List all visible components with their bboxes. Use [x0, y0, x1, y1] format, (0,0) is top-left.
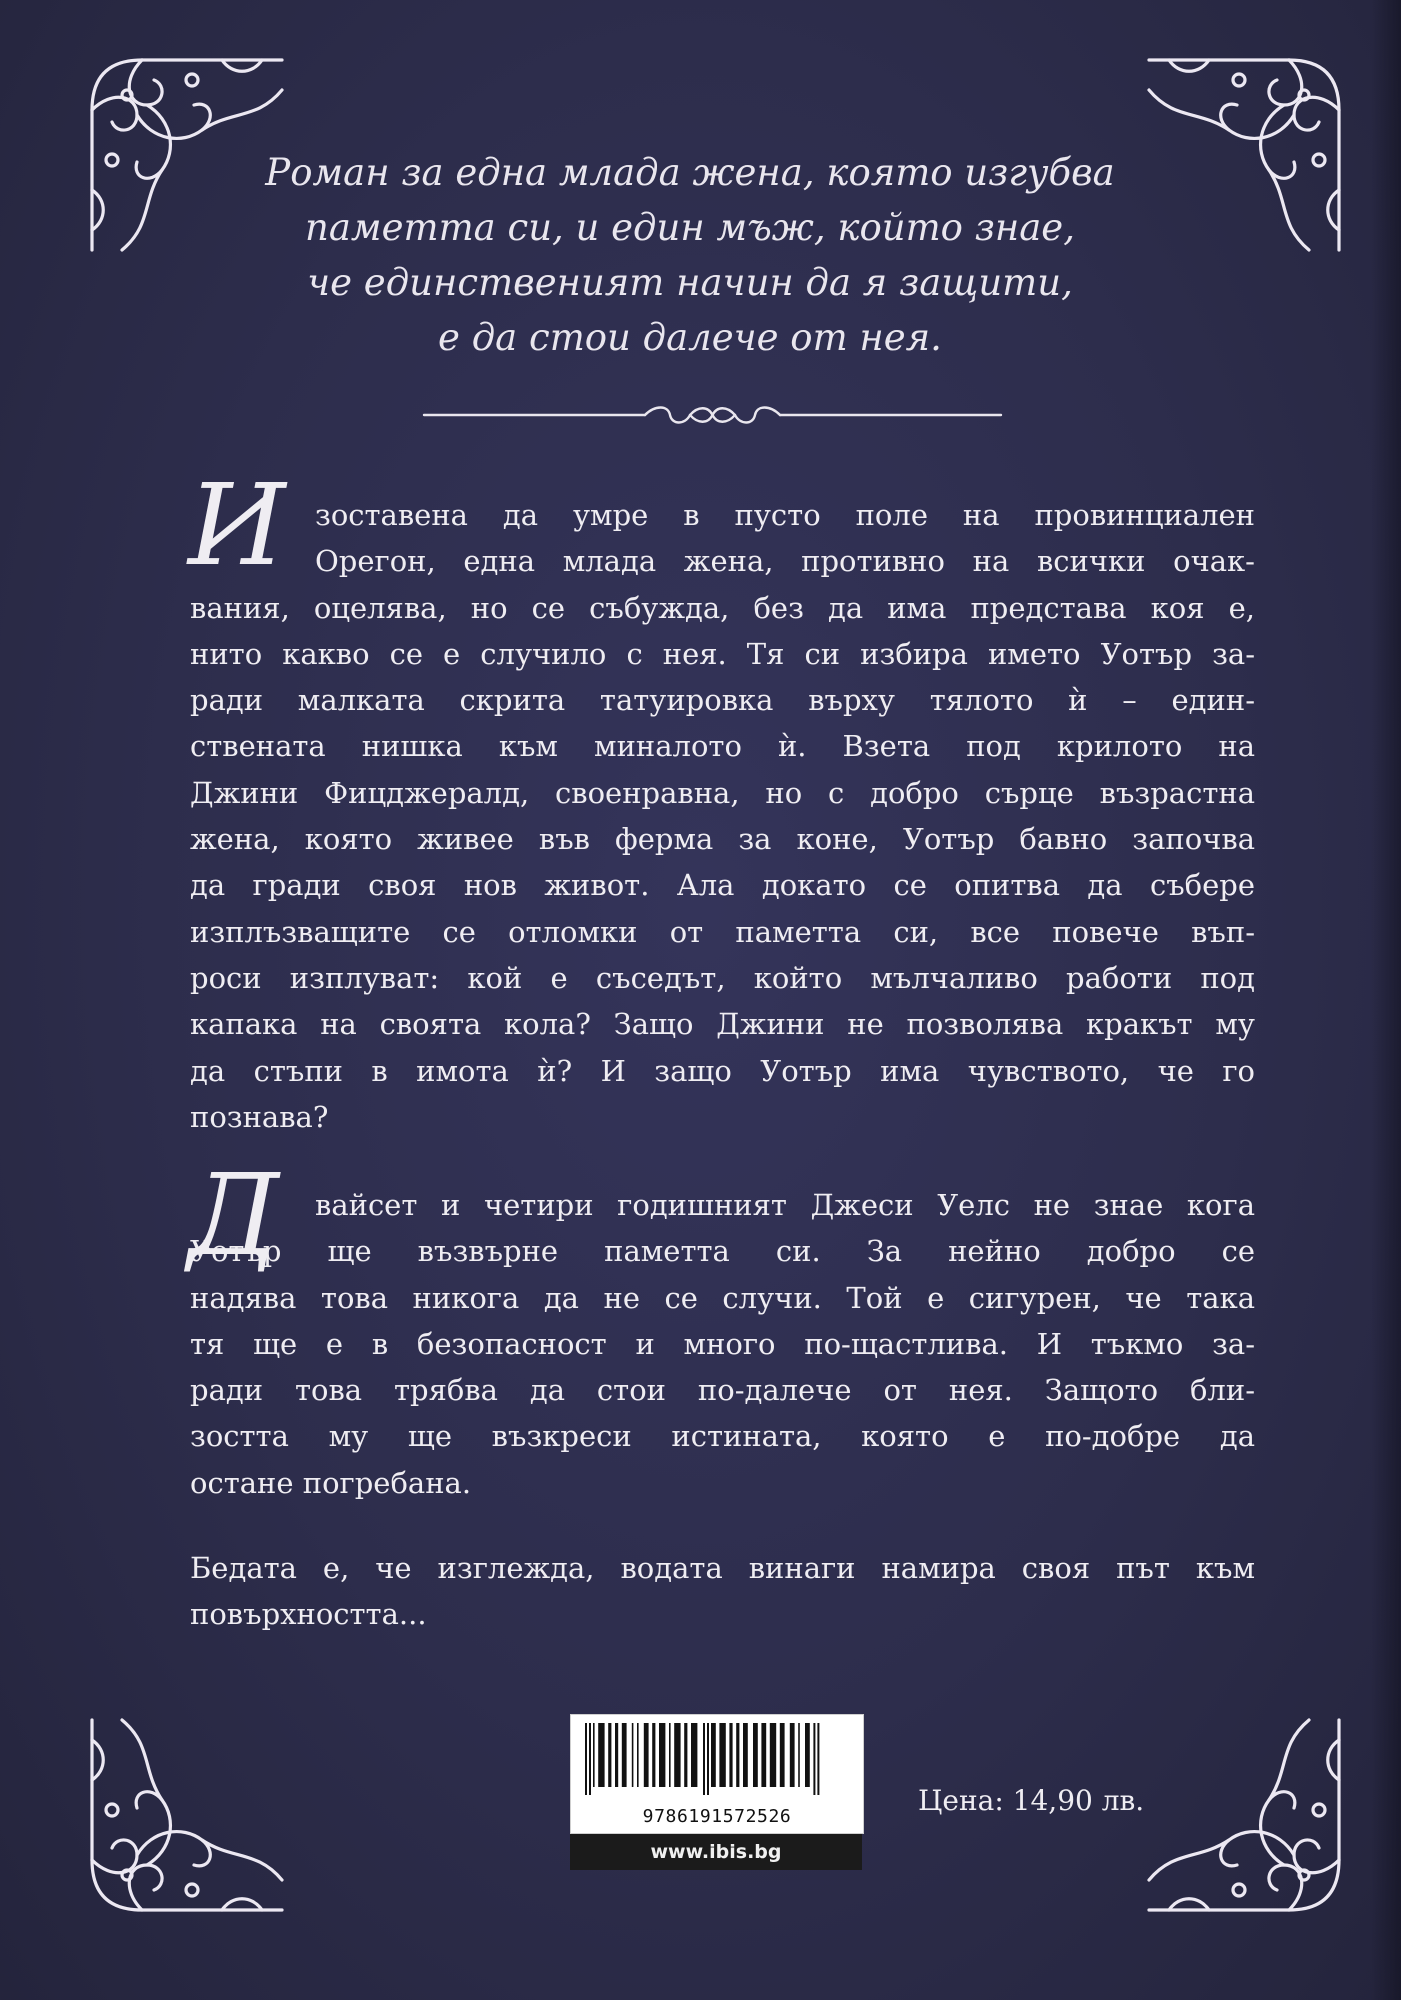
price-label: Цена: 14,90 лв. — [918, 1784, 1145, 1817]
corner-ornament-bottom-right — [1139, 1710, 1349, 1920]
text-line: изплъзващите се отломки от паметта си, все повече въп- — [190, 914, 1255, 949]
barcode-bar — [652, 1723, 655, 1787]
barcode-bar — [719, 1723, 725, 1787]
barcode-bar — [598, 1723, 604, 1787]
barcode-bar — [684, 1723, 687, 1787]
barcode-bar — [691, 1723, 697, 1787]
tagline-line: е да стои далече от нея. — [438, 316, 942, 359]
text-line: ради малката скрита татуировка върху тялото ѝ – един- — [190, 683, 1255, 718]
isbn-barcode — [570, 1714, 864, 1834]
corner-ornament-bottom-left — [82, 1710, 292, 1920]
publisher-website: www.ibis.bg — [570, 1834, 862, 1870]
text-line: капака на своята кола? Защо Джини не позволява кракът му — [190, 1007, 1255, 1042]
paragraph-2-indented — [315, 1182, 1255, 1228]
barcode-bar — [770, 1723, 776, 1787]
text-line: Джини Фицджералд, своенравна, но с добро сърце възрастна — [190, 775, 1255, 810]
barcode-bar — [608, 1723, 611, 1787]
text-line: зоставена да умре в пусто поле на провинциален — [315, 498, 1255, 532]
barcode-bar — [753, 1723, 758, 1787]
drop-cap: И — [188, 461, 286, 591]
barcode-bar — [674, 1723, 680, 1787]
barcode-bar — [813, 1723, 815, 1795]
text-line: ствената нишка към миналото ѝ. Взета под крилото на — [190, 729, 1255, 764]
barcode-bar — [703, 1723, 705, 1795]
corner-ornament-top-right — [1139, 50, 1349, 260]
barcode-bar — [761, 1723, 766, 1787]
barcode-bar — [817, 1723, 819, 1795]
barcode-bar — [707, 1723, 709, 1795]
tagline-line: Роман за една млада жена, която изгубва — [265, 151, 1115, 194]
decorative-divider — [420, 400, 1005, 430]
text-line: Бедата е, че изглежда, водата винаги намира своя път към — [190, 1551, 1255, 1585]
barcode-bar — [622, 1723, 627, 1787]
barcode-bar — [790, 1723, 795, 1787]
text-line: тя ще е в безопасност и много по-щастлива. И тъкмо за- — [190, 1326, 1255, 1361]
text-line: повърхността... — [190, 1597, 427, 1632]
barcode-bar — [593, 1723, 595, 1787]
barcode-bar — [615, 1723, 618, 1787]
barcode-bar — [637, 1723, 639, 1787]
barcode-bar — [669, 1723, 671, 1787]
barcode-bar — [736, 1723, 739, 1787]
text-line: нито какво се е случило с нея. Тя си избира името Уотър за- — [190, 636, 1255, 671]
barcode-bar — [711, 1723, 716, 1787]
text-line: Орегон, една млада жена, противно на всички очак- — [315, 544, 1255, 579]
barcode-number: 9786191572526 — [642, 1806, 792, 1827]
paragraph-2-body — [190, 1228, 1255, 1506]
text-line: познава? — [190, 1099, 329, 1134]
paragraph-1-body — [190, 585, 1255, 1141]
tagline-line: че единственият начин да я защити, — [307, 261, 1073, 304]
text-line: жена, която живее във ферма за коне, Уотър бавно започва — [190, 822, 1255, 857]
text-line: надява това никога да не се случи. Той е сигурен, че така — [190, 1280, 1255, 1315]
paragraph-1-indented — [315, 492, 1255, 585]
barcode-bar — [798, 1723, 800, 1787]
tagline-line: паметта си, и един мъж, който знае, — [305, 206, 1075, 249]
barcode-bar — [585, 1723, 587, 1795]
barcode-bar — [780, 1723, 785, 1787]
text-line: остане погребана. — [190, 1465, 472, 1500]
barcode-bar — [743, 1723, 748, 1787]
barcode-bar — [729, 1723, 732, 1787]
barcode-bar — [805, 1723, 810, 1787]
tagline — [240, 145, 1140, 365]
barcode-bar — [589, 1723, 591, 1795]
text-line: роси изплуват: кой е съседът, който мълчаливо работи под — [190, 960, 1255, 995]
barcode-bar — [644, 1723, 649, 1787]
barcode-bars — [583, 1723, 851, 1795]
text-line: вания, оцелява, но се събужда, без да има представа коя е, — [190, 590, 1255, 625]
text-line: зостта му ще възкреси истината, която е по-добре да — [190, 1419, 1255, 1454]
drop-cap: Д — [188, 1151, 280, 1281]
text-line: вайсет и четири годишният Джеси Уелс не знае кога — [315, 1188, 1255, 1222]
barcode-bar — [632, 1723, 634, 1787]
text-line: да стъпи в имота ѝ? И защо Уотър има чувството, че го — [190, 1053, 1255, 1088]
text-line: Уотър ще възвърне паметта си. За нейно добро се — [190, 1234, 1255, 1269]
paragraph-3 — [190, 1545, 1255, 1638]
barcode-bar — [659, 1723, 665, 1787]
text-line: да гради своя нов живот. Ала докато се опитва да събере — [190, 868, 1255, 903]
text-line: ради това трябва да стои по-далече от нея. Защото бли- — [190, 1373, 1255, 1408]
